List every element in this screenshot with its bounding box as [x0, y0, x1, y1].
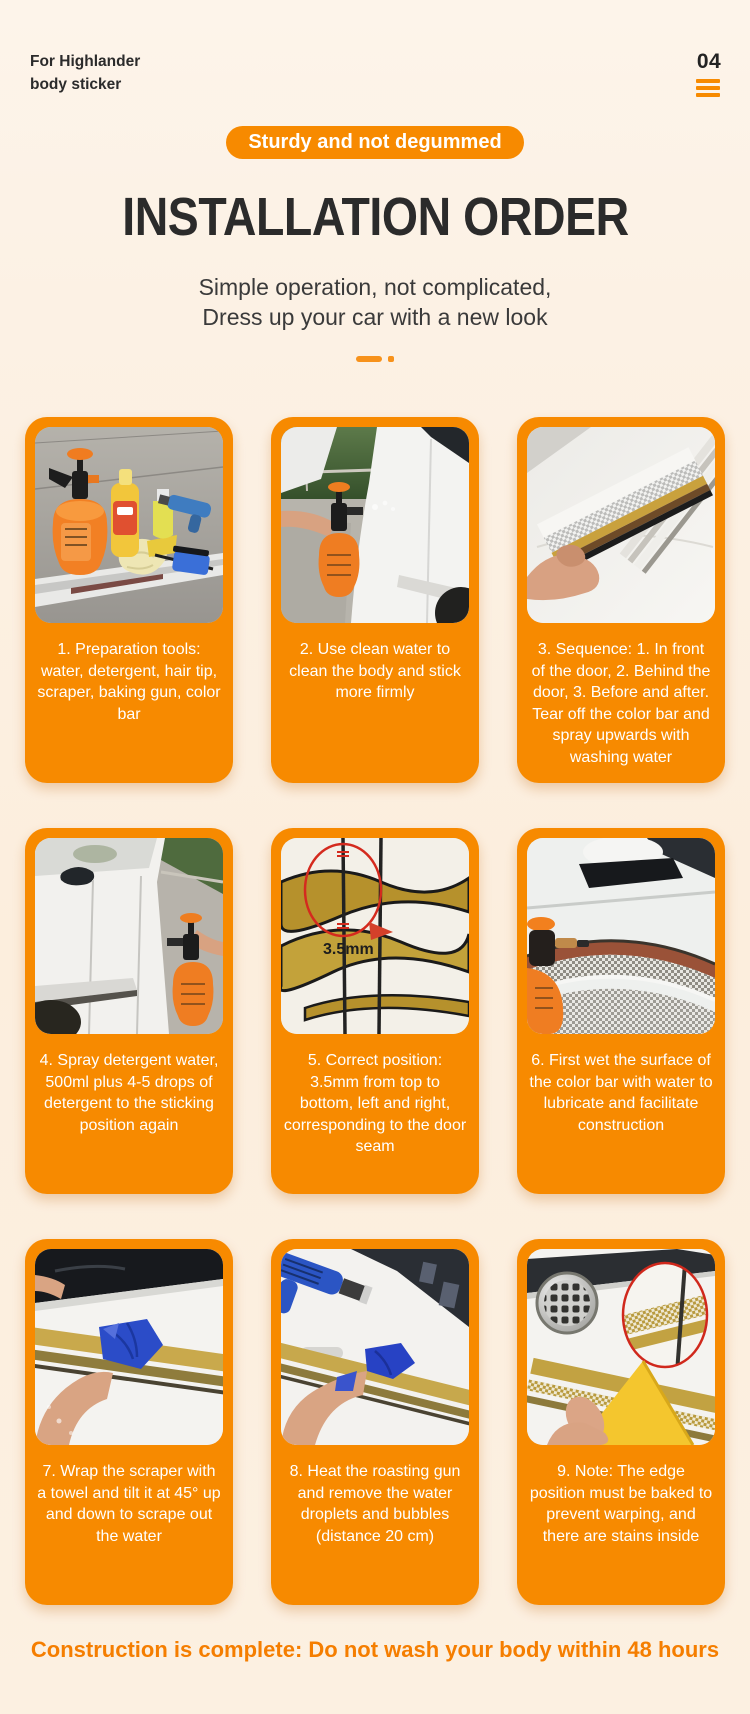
step-card-4 — [25, 828, 233, 1194]
page-subtitle — [0, 272, 750, 332]
step-caption-5: 5. Correct position: 3.5mm from top to bottom, left and right, corresponding to the door seam — [283, 1052, 467, 1155]
step-9-photo-edge — [527, 1249, 715, 1445]
measurement-label: 3.5mm — [323, 941, 374, 958]
heat-gun-illustration — [281, 1249, 469, 1445]
subtitle-line-1: Simple operation, not complicated, — [198, 274, 552, 300]
step-caption-2: 2. Use clean water to clean the body and stick more firmly — [289, 641, 461, 701]
step-card-8 — [271, 1239, 479, 1605]
footer-note: Construction is complete: Do not wash your body within 48 hours — [30, 1637, 720, 1662]
step-card-3 — [517, 417, 725, 783]
step-caption-8: 8. Heat the roasting gun and remove the water droplets and bubbles (distance 20 cm) — [289, 1463, 461, 1545]
step-caption-7: 7. Wrap the scraper with a towel and tilt it at 45° up and down to scrape out the water — [37, 1463, 221, 1545]
step-card-2 — [271, 417, 479, 783]
divider-dash-icon — [0, 356, 750, 362]
step-caption-1: 1. Preparation tools: water, detergent, hair tip, scraper, baking gun, color bar — [37, 641, 221, 723]
brand-line-2: body sticker — [30, 76, 122, 93]
step-caption-9: 9. Note: The edge position must be baked to prevent warping, and there are stains inside — [529, 1463, 713, 1545]
hamburger-menu-icon — [696, 79, 722, 97]
step-caption-6: 6. First wet the surface of the color bar with water to lubricate and facilitate construction — [529, 1052, 713, 1134]
feature-badge: Sturdy and not degummed — [226, 126, 523, 159]
step-5-photo-alignment — [281, 838, 469, 1034]
spray-door-illustration — [35, 838, 223, 1034]
step-card-7 — [25, 1239, 233, 1605]
step-caption-4: 4. Spray detergent water, 500ml plus 4-5 drops of detergent to the sticking position again — [39, 1052, 219, 1134]
step-2-photo-spray-car — [281, 427, 469, 623]
brand-line-1: For Highlander — [30, 53, 141, 70]
step-6-photo-wetting — [527, 838, 715, 1034]
step-card-9 — [517, 1239, 725, 1605]
subtitle-line-2: Dress up your car with a new look — [202, 304, 548, 330]
tools-illustration — [35, 427, 223, 623]
alignment-illustration — [281, 838, 469, 1034]
spray-car-illustration — [281, 427, 469, 623]
towel-illustration — [35, 1249, 223, 1445]
step-3-photo-color-bar — [527, 427, 715, 623]
step-4-photo-spray-door — [35, 838, 223, 1034]
step-8-photo-heat-gun — [281, 1249, 469, 1445]
step-caption-3: 3. Sequence: 1. In front of the door, 2. Behind the door, 3. Before and after. Tear off the color bar and spray upwards with washing water — [531, 641, 711, 766]
wetting-illustration — [527, 838, 715, 1034]
page-title: INSTALLATION ORDER — [121, 187, 629, 247]
step-7-photo-towel — [35, 1249, 223, 1445]
step-1-photo-tools — [35, 427, 223, 623]
page-number-block — [696, 50, 722, 97]
step-card-5 — [271, 828, 479, 1194]
page-number: 04 — [696, 50, 722, 73]
edge-detail-illustration — [527, 1249, 715, 1445]
color-bar-illustration — [527, 427, 715, 623]
brand-text — [30, 50, 140, 96]
step-card-6 — [517, 828, 725, 1194]
steps-grid — [25, 417, 725, 1605]
step-card-1 — [25, 417, 233, 783]
